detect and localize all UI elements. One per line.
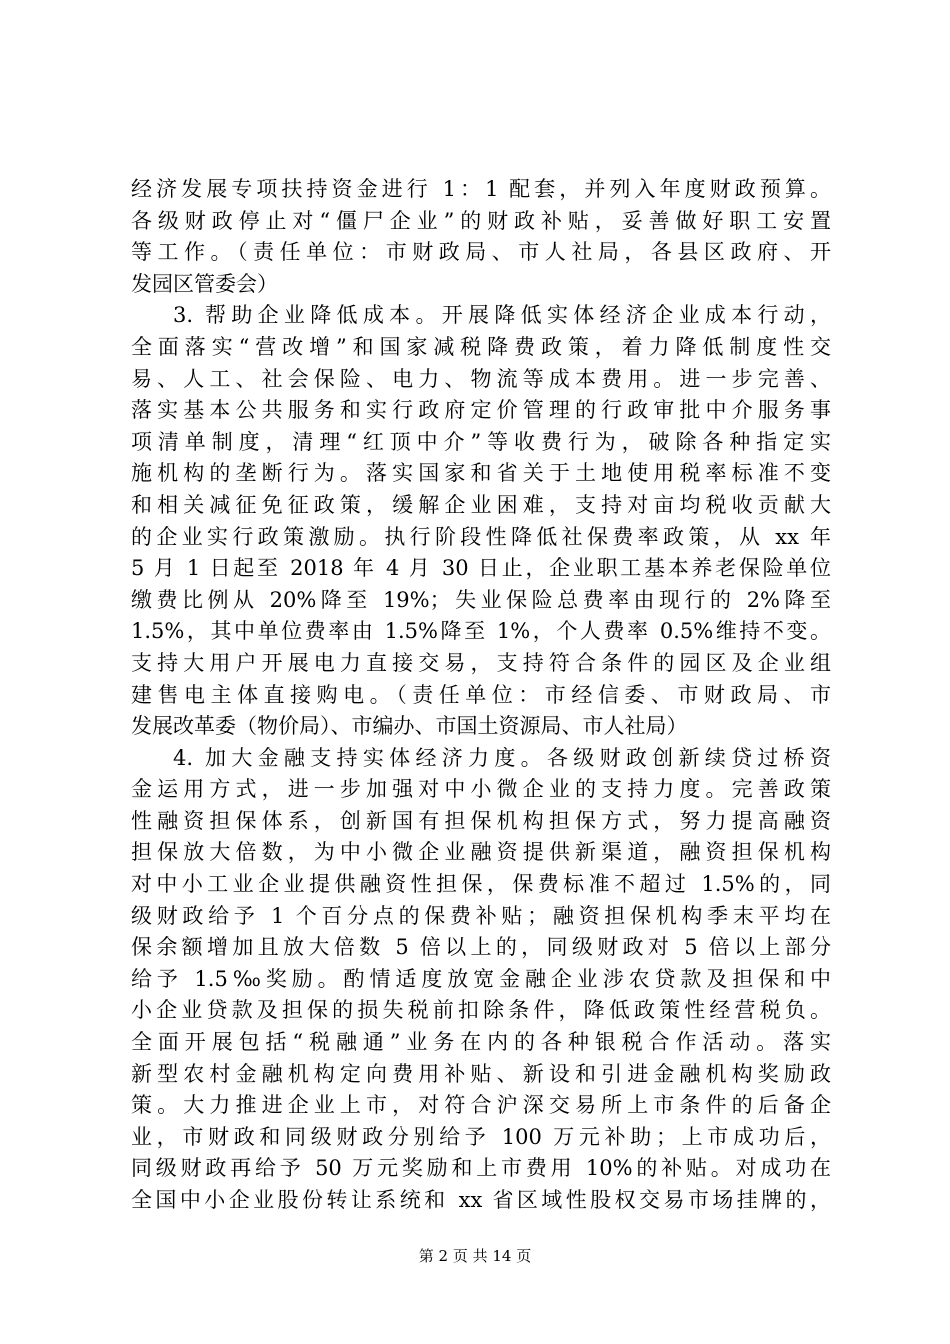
text-line: 新型农村金融机构定向费用补贴、新设和引进金融机构奖励政	[131, 1061, 831, 1086]
text-line: 支持大用户开展电力直接交易，支持符合条件的园区及企业组	[131, 650, 831, 675]
section-3-heading-line: 3. 帮助企业降低成本。开展降低实体经济企业成本行动，	[173, 303, 831, 328]
body-text	[131, 174, 831, 1217]
text-line: 项清单制度，清理“红顶中介”等收费行为，破除各种指定实	[131, 429, 831, 454]
text-line: 建售电主体直接购电。（责任单位：市经信委、市财政局、市	[131, 682, 831, 707]
text-line: 全面开展包括“税融通”业务在内的各种银税合作活动。落实	[131, 1030, 831, 1055]
text-line: 小企业贷款及担保的损失税前扣除条件，降低政策性经营税负。	[131, 998, 831, 1023]
text-line: 等工作。（责任单位：市财政局、市人社局，各县区政府、开	[131, 240, 831, 265]
text-line: 性融资担保体系，创新国有担保机构担保方式，努力提高融资	[131, 808, 831, 833]
text-line: 级财政给予 1 个百分点的保费补贴；融资担保机构季末平均在	[131, 903, 831, 928]
text-line: 各级财政停止对“僵尸企业”的财政补贴，妥善做好职工安置	[131, 208, 831, 233]
text-line: 1.5%，其中单位费率由 1.5%降至 1%，个人费率 0.5%维持不变。	[131, 619, 831, 644]
text-line: 落实基本公共服务和实行政府定价管理的行政审批中介服务事	[131, 398, 831, 423]
text-line: 5 月 1 日起至 2018 年 4 月 30 日止，企业职工基本养老保险单位	[131, 556, 831, 581]
text-line: 策。大力推进企业上市，对符合沪深交易所上市条件的后备企	[131, 1093, 831, 1118]
text-line: 发展改革委（物价局）、市编办、市国土资源局、市人社局）	[131, 714, 688, 739]
text-line: 全面落实“营改增”和国家减税降费政策，着力降低制度性交	[131, 334, 831, 359]
text-line: 和相关减征免征政策，缓解企业困难，支持对亩均税收贡献大	[131, 492, 831, 517]
text-line: 担保放大倍数，为中小微企业融资提供新渠道，融资担保机构	[131, 840, 831, 865]
text-line: 全国中小企业股份转让系统和 xx 省区域性股权交易市场挂牌的，	[131, 1188, 831, 1212]
text-line: 经济发展专项扶持资金进行 1：1 配套，并列入年度财政预算。	[131, 177, 831, 201]
text-line: 对中小工业企业提供融资性担保，保费标准不超过 1.5%的，同	[131, 872, 831, 897]
page-number-footer: 第 2 页 共 14 页	[418, 1247, 532, 1265]
text-line: 发园区管委会）	[131, 271, 278, 296]
text-line: 施机构的垄断行为。落实国家和省关于土地使用税率标准不变	[131, 461, 831, 486]
text-line: 缴费比例从 20%降至 19%；失业保险总费率由现行的 2%降至	[131, 587, 831, 612]
text-line: 易、人工、社会保险、电力、物流等成本费用。进一步完善、	[131, 366, 831, 391]
text-line: 的企业实行政策激励。执行阶段性降低社保费率政策，从 xx 年	[131, 524, 831, 549]
text-line: 金运用方式，进一步加强对中小微企业的支持力度。完善政策	[131, 777, 831, 802]
text-line: 保余额增加且放大倍数 5 倍以上的，同级财政对 5 倍以上部分	[131, 935, 831, 960]
section-4-heading-line: 4. 加大金融支持实体经济力度。各级财政创新续贷过桥资	[173, 745, 831, 770]
text-line: 给予 1.5‰奖励。酌情适度放宽金融企业涉农贷款及担保和中	[131, 966, 831, 991]
text-line: 业，市财政和同级财政分别给予 100 万元补助；上市成功后，	[131, 1124, 831, 1149]
text-line: 同级财政再给予 50 万元奖励和上市费用 10%的补贴。对成功在	[131, 1156, 831, 1181]
